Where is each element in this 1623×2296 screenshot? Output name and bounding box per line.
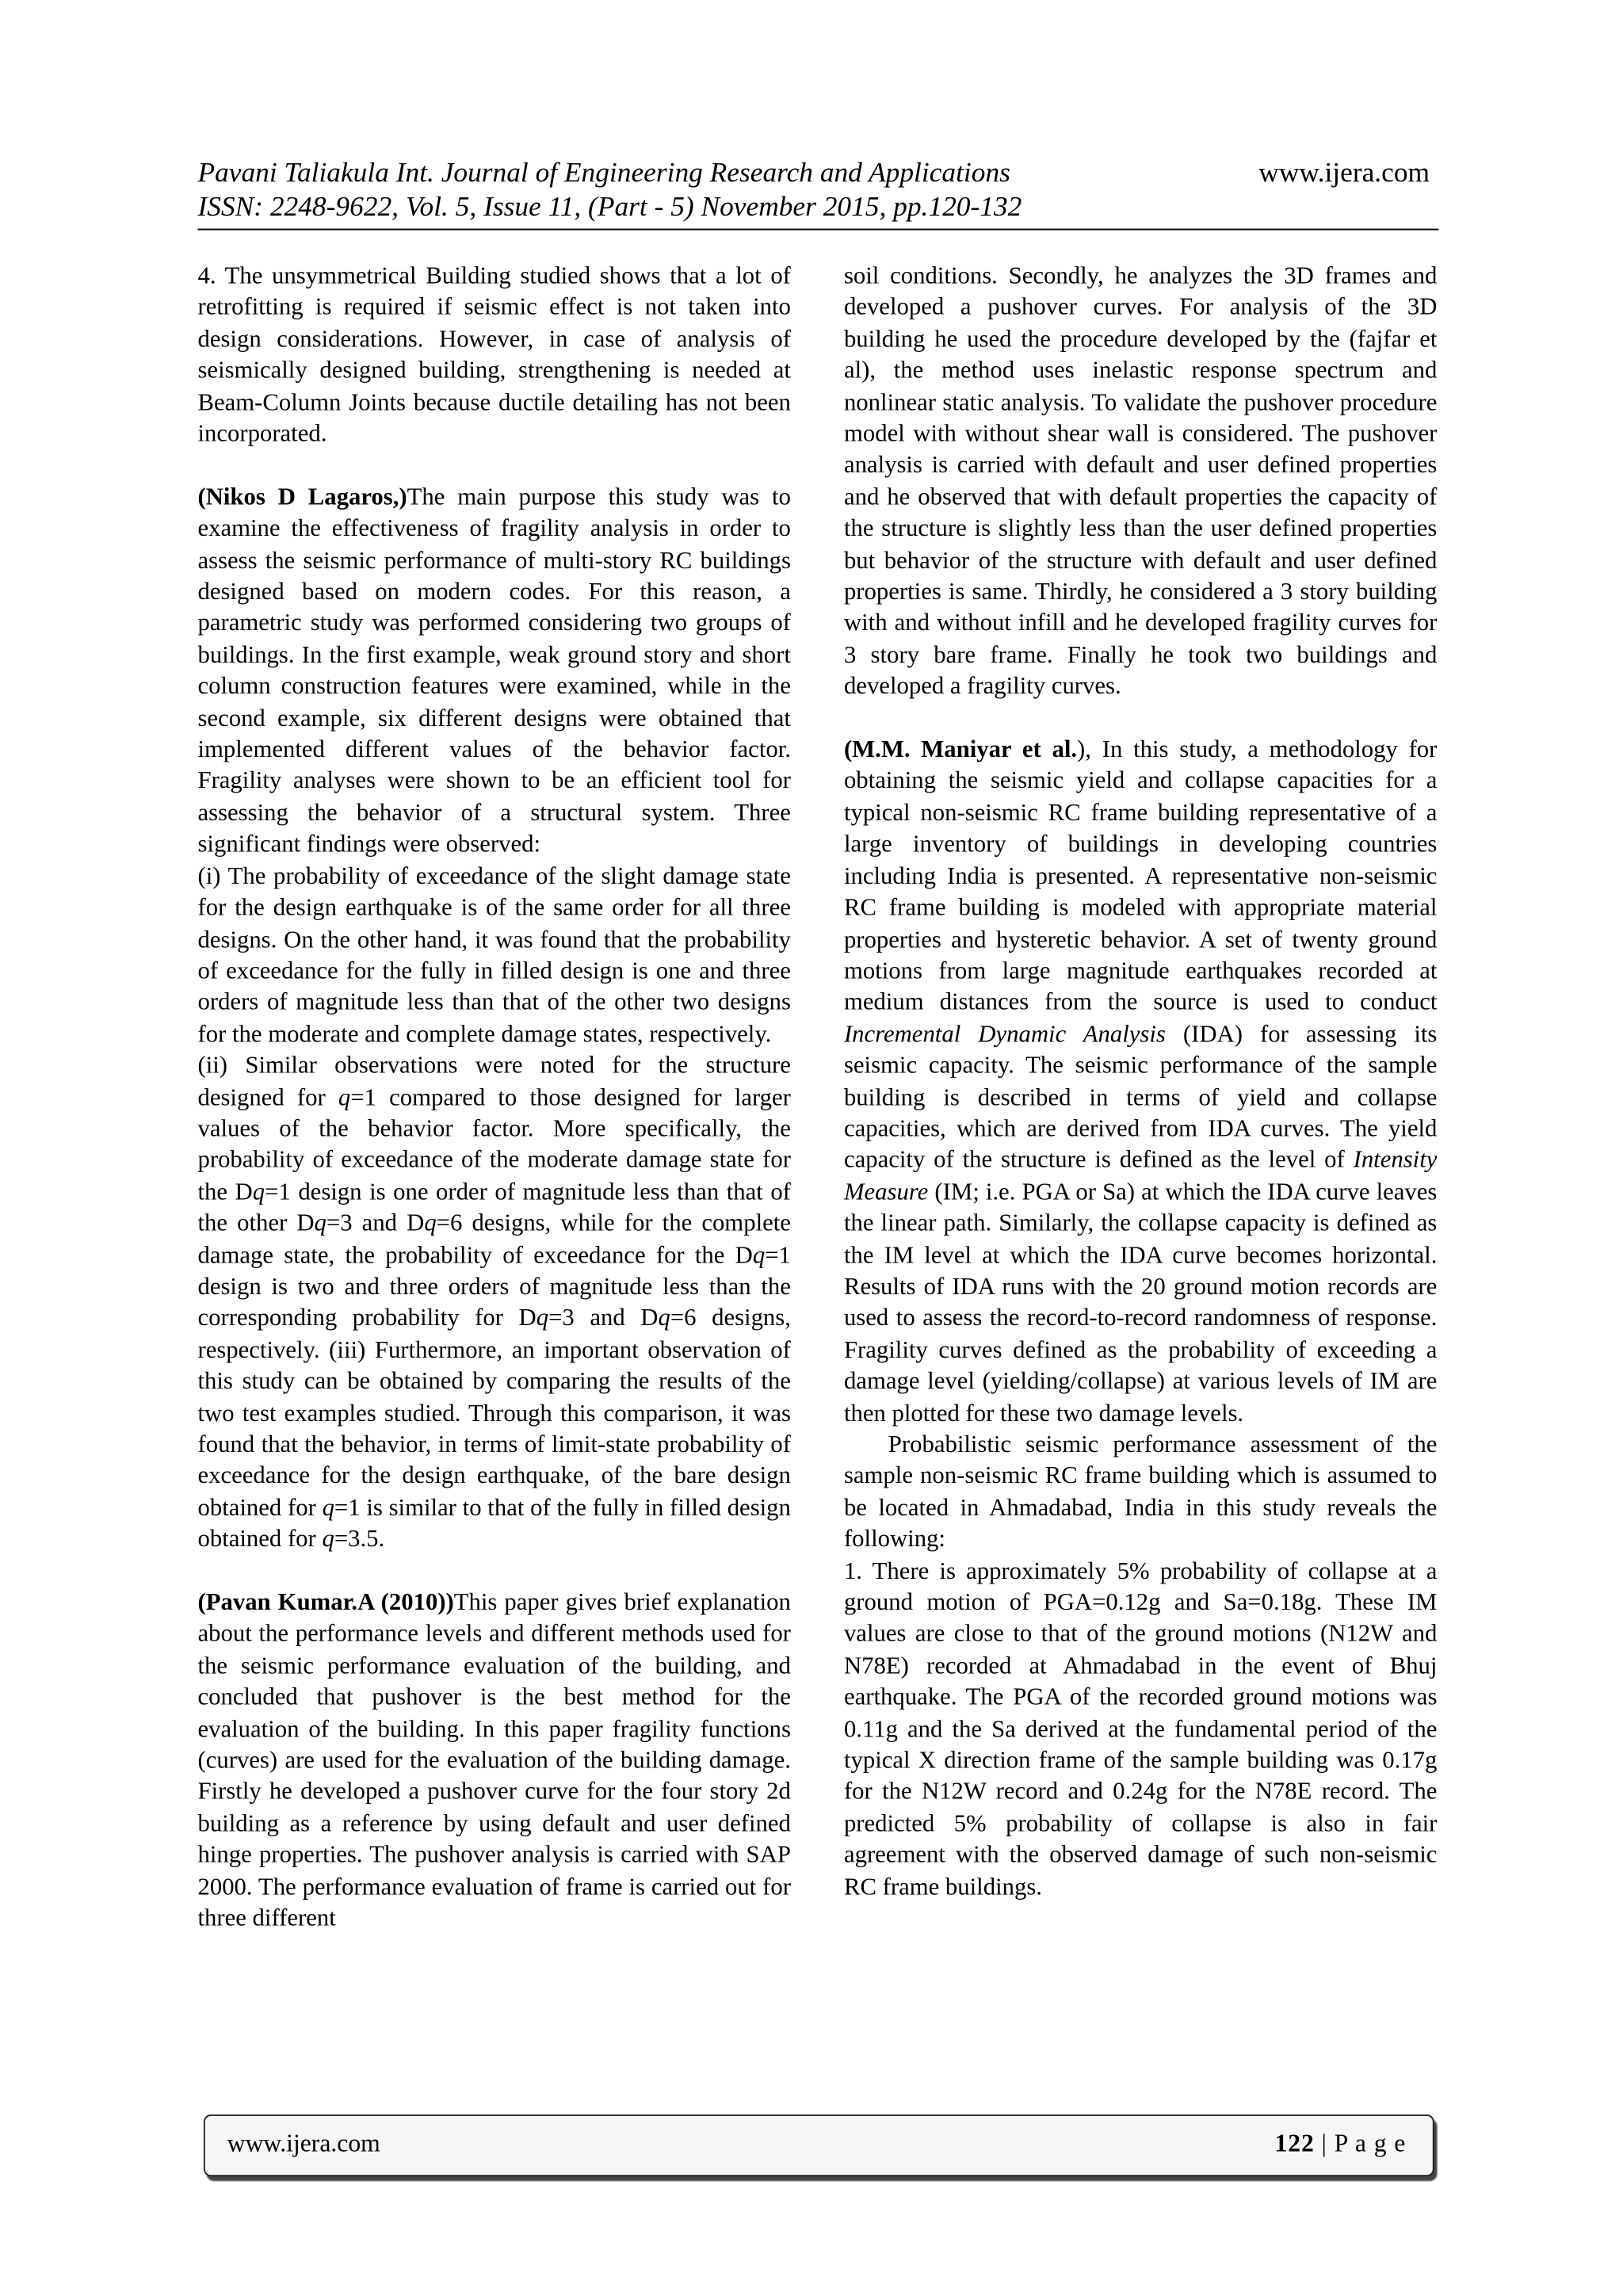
header-rule <box>197 229 1438 231</box>
paragraph: Probabilistic seismic performance assessment of the sample non-seismic RC frame building which is assumed to be located in Ahmadabad, India in this study reveals the following: <box>843 1430 1438 1553</box>
paragraph: 4. The unsymmetrical Building studied shows that a lot of retrofitting is required if seismic effect is not taken into design considerations. However, in case of analysis of seismically designed building, strengthening is needed at Beam-Column Joints because ductile detailing has not been incorporated. <box>197 261 791 448</box>
footer-url[interactable]: www.ijera.com <box>227 2129 380 2157</box>
paragraph: (Pavan Kumar.A (2010))This paper gives brief explanation about the performance levels and different methods used for the seismic performance evaluation of the building, and concluded that pushover is the best method for the evaluation of the building. In this paper fragility functions (curves) are used for the evaluation of the building damage. Firstly he developed a pushover curve for the four story 2d building as a reference by using default and user defined hinge properties. The pushover analysis is carried with SAP 2000. The performance evaluation of frame is carried out for three different <box>197 1587 791 1932</box>
page-footer <box>204 2115 1434 2176</box>
right-column <box>844 260 1437 1902</box>
citation-ref: (Pavan Kumar.A (2010)) <box>197 1587 454 1616</box>
citation-ref: (Nikos D Lagaros,) <box>197 482 407 510</box>
paragraph: (ii) Similar observations were noted for the structure designed for q=1 compared to those designed for larger values of the behavior factor. More specifically, the probability of exceedance of the moderate damage state for the Dq=1 design is one order of magnitude less than that of the other Dq=3 and Dq=6 designs, while for the complete damage state, the probability of exceedance for the Dq=1 design is two and three orders of magnitude less than the corresponding probability for Dq=3 and Dq=6 designs, respectively. (iii) Furthermore, an important observation of this study can be obtained by comparing the results of the two test examples studied. Through this comparison, it was found that the behavior, in terms of limit-state probability of exceedance for the design earthquake, of the bare design obtained for q=1 is similar to that of the fully in filled design obtained for q=3.5. <box>197 1050 791 1553</box>
paragraph: soil conditions. Secondly, he analyzes the 3D frames and developed a pushover curves. For analysis of the 3D building he used the procedure developed by the (fajfar et al), the method uses inelastic response spectrum and nonlinear static analysis. To validate the pushover procedure model with without shear wall is considered. The pushover analysis is carried with default and user defined properties and he observed that with default properties the capacity of the structure is slightly less than the user defined properties but behavior of the structure with default and user defined properties is same. Thirdly, he considered a 3 story building with and without infill and he developed fragility curves for 3 story bare frame. Finally he took two buildings and developed a fragility curves. <box>843 261 1438 701</box>
left-column <box>197 260 790 1934</box>
page-number: 122 | P a g e <box>1274 2129 1407 2157</box>
paragraph: (Nikos D Lagaros,)The main purpose this study was to examine the effectiveness of fragility analysis in order to assess the seismic performance of multi-story RC buildings designed based on modern codes. For this reason, a parametric study was performed considering two groups of buildings. In the first example, weak ground story and short column construction features were examined, while in the second example, six different designs were obtained that implemented different values of the behavior factor. Fragility analyses were shown to be an efficient tool for assessing the behavior of a structural system. Three significant findings were observed: <box>197 482 791 858</box>
paragraph: 1. There is approximately 5% probability of collapse at a ground motion of PGA=0.12g and Sa=0.18g. These IM values are close to that of the ground motions (N12W and N78E) recorded at Ahmadabad in the event of Bhuj earthquake. The PGA of the recorded ground motions was 0.11g and the Sa derived at the fundamental period of the typical X direction frame of the sample building was 0.17g for the N12W record and 0.24g for the N78E record. The predicted 5% probability of collapse is also in fair agreement with the observed damage of such non-seismic RC frame buildings. <box>843 1556 1438 1901</box>
header-url[interactable]: www.ijera.com <box>1258 158 1430 189</box>
journal-header-title: Pavani Taliakula Int. Journal of Engineering Research and Applications <box>197 158 1010 189</box>
citation-ref: (M.M. Maniyar et al. <box>843 735 1078 763</box>
journal-header-issn: ISSN: 2248-9622, Vol. 5, Issue 11, (Part - 5) November 2015, pp.120-132 <box>197 192 1022 223</box>
paragraph: (M.M. Maniyar et al.), In this study, a methodology for obtaining the seismic yield and collapse capacities for a typical non-seismic RC frame building representative of a large inventory of buildings in developing countries including India is presented. A representative non-seismic RC frame building is modeled with appropriate material properties and hysteretic behavior. A set of twenty ground motions from large magnitude earthquakes recorded at medium distances from the source is used to conduct Incremental Dynamic Analysis (IDA) for assessing its seismic capacity. The seismic performance of the sample building is described in terms of yield and collapse capacities, which are derived from IDA curves. The yield capacity of the structure is defined as the level of Intensity Measure (IM; i.e. PGA or Sa) at which the IDA curve leaves the linear path. Similarly, the collapse capacity is defined as the IM level at which the IDA curve becomes horizontal. Results of IDA runs with the 20 ground motion records are used to assess the record-to-record randomness of response. Fragility curves defined as the probability of exceeding a damage level (yielding/collapse) at various levels of IM are then plotted for these two damage levels. <box>843 735 1438 1427</box>
paragraph: (i) The probability of exceedance of the slight damage state for the design earthquake is of the same order for all three designs. On the other hand, it was found that the probability of exceedance for the fully in filled design is one and three orders of magnitude less than that of the other two designs for the moderate and complete damage states, respectively. <box>197 861 791 1048</box>
